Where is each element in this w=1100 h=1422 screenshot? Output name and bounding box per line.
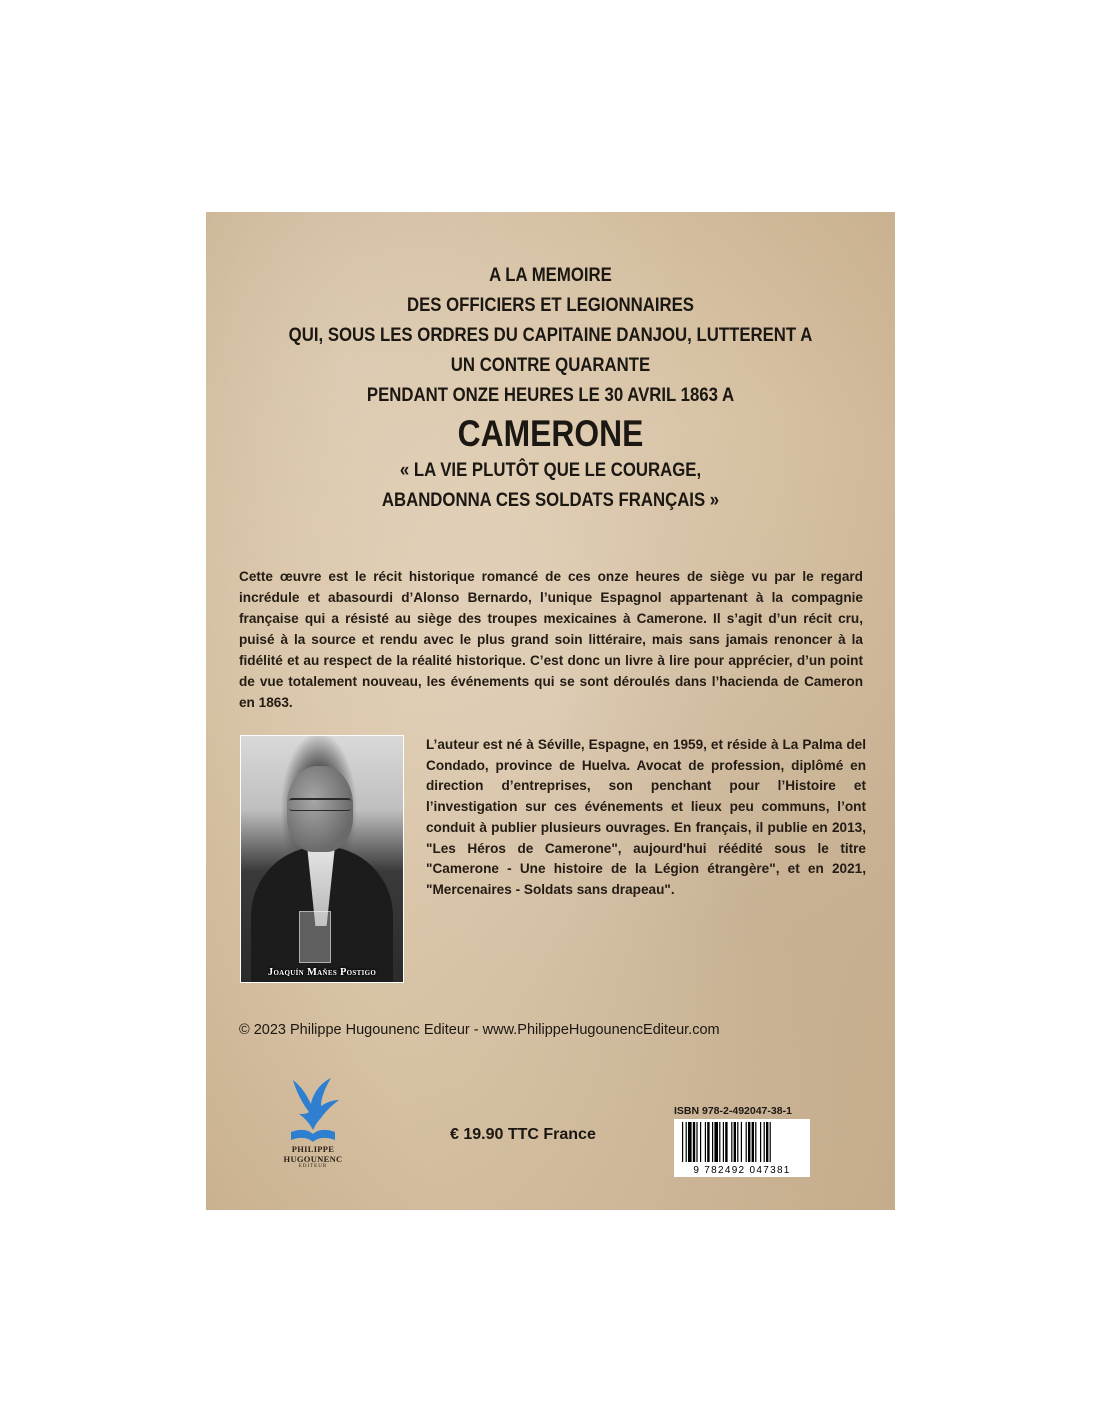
publisher-name-2: HUGOUNENC <box>283 1154 343 1164</box>
dedication-line-1: A LA MEMOIRE <box>489 264 612 286</box>
quote-line-2: ABANDONNA CES SOLDATS FRANÇAIS » <box>381 489 720 511</box>
camerone-title: CAMERONE <box>457 413 644 454</box>
dedication-line-5: PENDANT ONZE HEURES LE 30 AVRIL 1863 A <box>366 384 735 406</box>
quote-line-1: « LA VIE PLUTÔT QUE LE COURAGE, <box>399 459 702 481</box>
publisher-name-1: PHILIPPE <box>291 1144 335 1154</box>
dedication-line-3: QUI, SOUS LES ORDRES DU CAPITAINE DANJOU, LUTTERENT A <box>288 324 813 346</box>
isbn-block <box>674 1105 810 1177</box>
barcode-bars-icon <box>674 1119 810 1167</box>
author-photo <box>240 735 404 983</box>
book-summary: Cette œuvre est le récit historique romancé de ces onze heures de siège vu par le regard incrédule et abasourdi d’Alonso Bernardo, l’unique Espagnol appartenant à la compagnie française qui a résisté au siège des troupes mexicaines à Camerone. Il s’agit d’un récit cru, puisé à la source et rendu avec le plus grand soin littéraire, mais sans jamais renoncer à la fidélité et au respect de la réalité historique. C’est donc un livre à lire pour apprécier, d’un point de vue totalement nouveau, les événements qui se sont déroulés dans l’hacienda de Cameron en 1863. <box>239 569 863 710</box>
publisher-logo <box>274 1074 352 1184</box>
author-bio: L’auteur est né à Séville, Espagne, en 1959, et réside à La Palma del Condado, province de Huelva. Avocat de profession, diplômé en direction d’entreprises, son penchant pour l’Histoire et l’investigation sur ces événements et lieux peu communs, l’ont conduit à publier plusieurs ouvrages. En français, il publie en 2013, "Les Héros de Camerone", aujourd'hui réédité sous le titre "Camerone - Une histoire de la Légion étrangère", et en 2021, "Mercenaires - Soldats sans drapeau". <box>426 737 866 897</box>
photo-water-glass-shape <box>299 911 331 963</box>
dedication-line-2: DES OFFICIERS ET LEGIONNAIRES <box>407 294 694 316</box>
dedication-block <box>254 260 847 515</box>
book-back-cover <box>206 212 895 1210</box>
photo-glasses-shape <box>289 798 351 811</box>
isbn-label: ISBN 978-2-492047-38-1 <box>674 1105 792 1117</box>
barcode <box>674 1119 810 1177</box>
dedication-line-4: UN CONTRE QUARANTE <box>450 354 651 376</box>
author-photo-caption: Joaquín Mañes Postigo <box>267 967 377 978</box>
eagle-book-icon <box>285 1074 341 1144</box>
publisher-name-3: EDITEUR <box>298 1164 328 1169</box>
price-label: € 19.90 TTC France <box>450 1126 596 1143</box>
copyright-line: © 2023 Philippe Hugounenc Editeur - www.PhilippeHugounencEditeur.com <box>239 1022 720 1038</box>
barcode-digits: 9 782492 047381 <box>693 1165 791 1176</box>
